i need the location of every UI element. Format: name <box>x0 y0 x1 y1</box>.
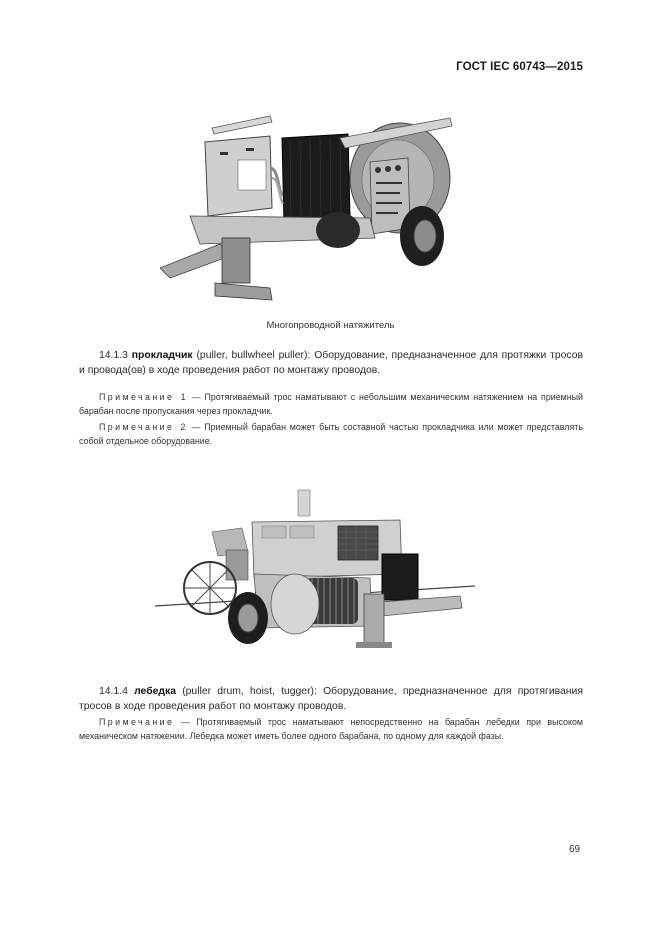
definition-14-1-3 <box>79 348 583 378</box>
note-2 <box>79 421 583 448</box>
figure-caption: Многопроводной натяжитель <box>266 320 395 331</box>
term-definition: Оборудование, предназначенное для протяжки тросов и провода(ов) в ходе проведения работ по монтажу проводов. <box>79 350 584 376</box>
section-number: 14.1.3 <box>99 350 128 361</box>
note-text: — Протягиваемый трос наматывают непосредственно на барабан лебедки при высоком механическом натяжении. Лебедка может иметь более одного барабана, по одному для каждой фазы. <box>79 717 584 741</box>
term: лебедка <box>134 686 176 697</box>
term: прокладчик <box>131 350 193 361</box>
term-synonyms: (puller, bullwheel puller): <box>196 350 311 361</box>
document-standard-header: ГОСТ IEC 60743—2015 <box>456 61 583 73</box>
note-label: Примечание 2 <box>99 422 188 432</box>
note-1 <box>79 391 583 418</box>
note-text: — Протягиваемый трос наматывают с небольшим механическим натяжением на приемный барабан после пропускания через прокладчик. <box>79 392 584 416</box>
page-number: 69 <box>569 844 581 855</box>
term-definition: Оборудование, предназначенное для протягивания тросов в ходе проведения работ по монтажу проводов. <box>79 686 583 712</box>
definition-14-1-4 <box>79 684 583 714</box>
note-text: — Приемный барабан может быть составной частью прокладчика или может представлять собой отдельное оборудование. <box>79 422 583 446</box>
note-winch <box>79 716 583 743</box>
note-label: Примечание <box>99 717 175 727</box>
tensioner-photo <box>160 108 465 303</box>
winch-photo <box>150 486 480 656</box>
term-synonyms: (puller drum, hoist, tugger): <box>182 686 317 697</box>
note-label: Примечание 1 <box>99 392 188 402</box>
section-number: 14.1.4 <box>99 686 128 697</box>
